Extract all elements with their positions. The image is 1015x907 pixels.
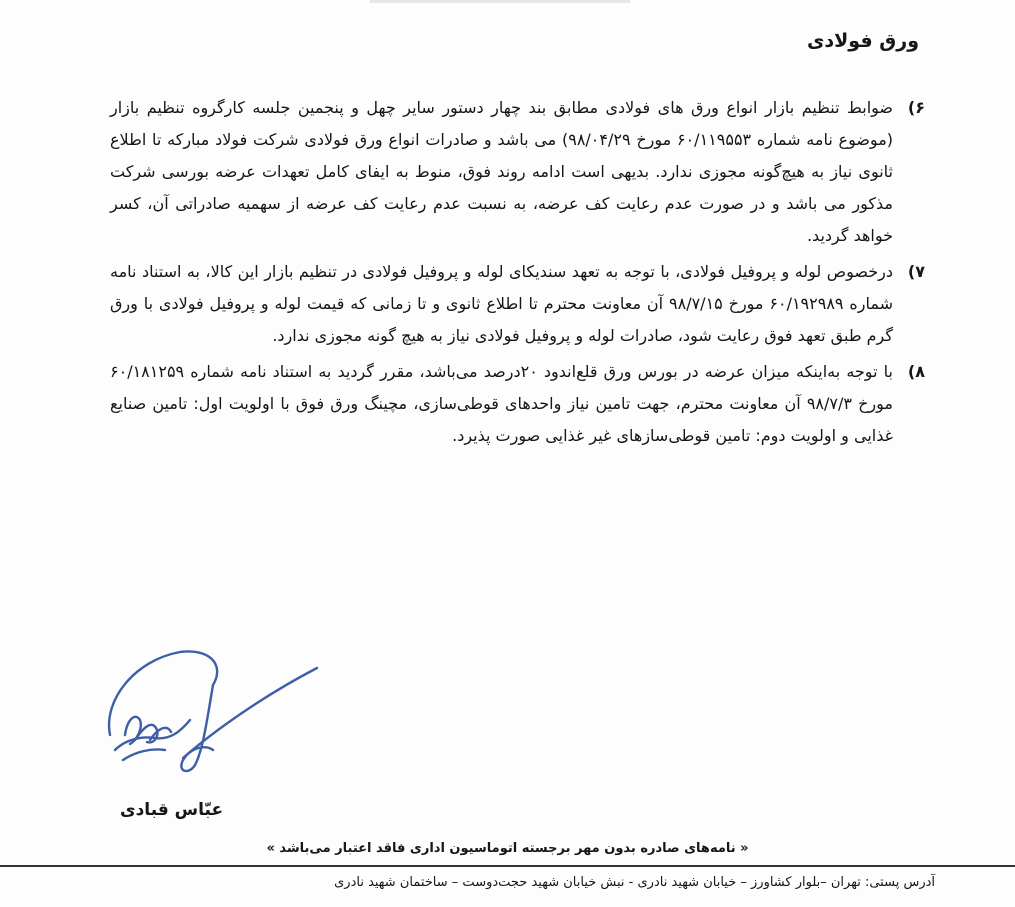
section-title: ورق فولادی — [806, 30, 919, 52]
clause-number: ۸) — [907, 362, 925, 381]
top-edge-line — [370, 0, 630, 3]
clauses-list — [110, 92, 925, 456]
clause-number: ۶) — [907, 98, 925, 117]
clause-text: ضوابط تنظیم بازار انواع ورق های فولادی مطابق بند چهار دستور سایر چهل و پنجمین جلسه کارگروه تنظیم بازار (موضوع نامه شماره ۶۰/۱۱۹۵۵۳ مورخ ۹۸/۰۴/۲۹) می باشد و صادرات انواع ورق فولادی شرکت فولاد مبارکه تا اطلاع ثانوی نیاز به هیچ‌گونه مجوزی ندارد. بدیهی است ادامه روند فوق، منوط به ایفای کامل تعهدات عرضه بورسی شرکت مذکور می باشد و در صورت عدم رعایت کف عرضه، به نسبت عدم رعایت کف عرضه از سهمیه صادراتی آن، کسر خواهد گردید. — [110, 98, 894, 245]
clause-6 — [110, 92, 925, 252]
footer-address: آدرس پستی: تهران –بلوار کشاورز – خیابان شهید نادری - نبش خیابان شهید حجت‌دوست – ساختمان شهید نادری — [334, 875, 935, 890]
clause-8 — [110, 356, 925, 452]
footer-divider — [0, 865, 1015, 867]
clause-text: با توجه به‌اینکه میزان عرضه در بورس ورق قلع‌اندود ۲۰درصد می‌باشد، مقرر گردید به استناد نامه شماره ۶۰/۱۸۱۲۵۹ مورخ ۹۸/۷/۳ آن معاونت محترم، جهت تامین نیاز واحدهای قوطی‌سازی، مچینگ ورق فوق با اولویت اول: تامین صنایع غذایی و اولویت دوم: تامین قوطی‌سازهای غیر غذایی صورت پذیرد. — [110, 362, 893, 445]
handwritten-signature — [95, 640, 325, 790]
stamp-validity-note: « نامه‌های صادره بدون مهر برجسته اتوماسیون اداری فاقد اعتبار می‌باشد » — [266, 841, 749, 856]
signer-name: عبّاس قبادی — [120, 800, 224, 820]
clause-number: ۷) — [907, 262, 925, 281]
clause-text: درخصوص لوله و پروفیل فولادی، با توجه به تعهد سندیکای لوله و پروفیل فولادی در تنظیم بازار این کالا، به استناد نامه شماره ۶۰/۱۹۲۹۸۹ مورخ ۹۸/۷/۱۵ آن معاونت محترم تا اطلاع ثانوی و تا زمانی که قیمت لوله و پروفیل فولادی با ورق گرم طبق تعهد فوق رعایت شود، صادرات لوله و پروفیل فولادی نیاز به هیچ گونه مجوزی ندارد. — [110, 262, 894, 345]
clause-7 — [110, 256, 925, 352]
